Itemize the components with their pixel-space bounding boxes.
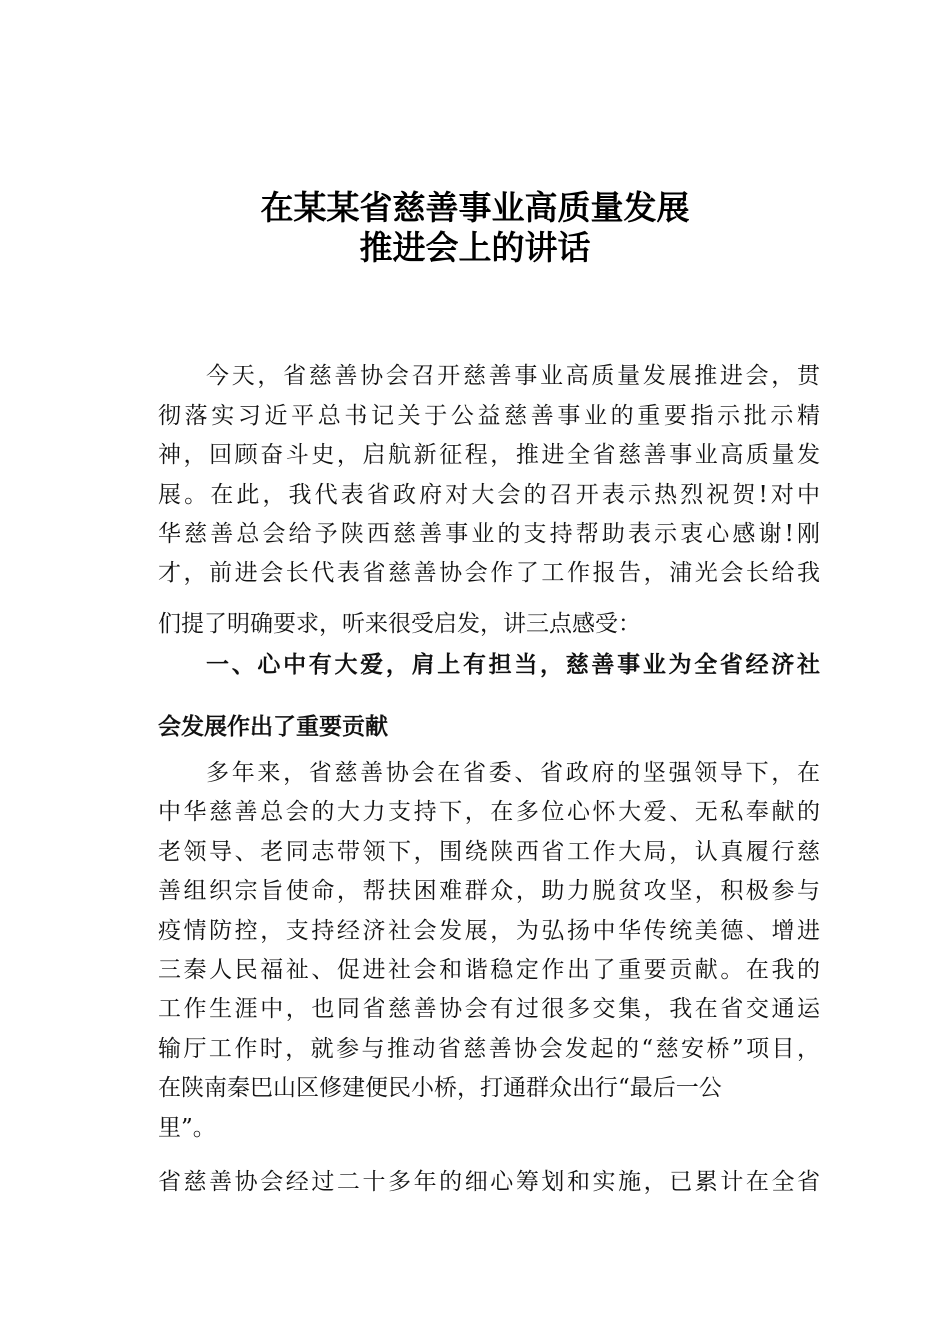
- body-line: 省慈善协会经过二十多年的细心筹划和实施，已累计在全省: [158, 1169, 820, 1195]
- body-line: 彻落实习近平总书记关于公益慈善事业的重要指示批示精: [158, 403, 820, 429]
- body-line: 三秦人民福祉、促进社会和谐稳定作出了重要贡献。在我的: [158, 957, 820, 983]
- document-title-line-1: 在某某省慈善事业高质量发展: [260, 188, 690, 227]
- body-line: 展。在此，我代表省政府对大会的召开表示热烈祝贺!对中: [158, 482, 820, 508]
- body-line: 在陕南秦巴山区修建便民小桥，打通群众出行“最后一公: [158, 1075, 722, 1101]
- body-line: 里”。: [158, 1115, 216, 1141]
- body-line: 华慈善总会给予陕西慈善事业的支持帮助表示衷心感谢!刚: [158, 521, 820, 547]
- body-line: 中华慈善总会的大力支持下，在多位心怀大爱、无私奉献的: [158, 799, 820, 825]
- body-line: 善组织宗旨使命，帮扶困难群众，助力脱贫攻坚，积极参与: [158, 878, 820, 904]
- body-line: 输厅工作时，就参与推动省慈善协会发起的“慈安桥”项目，: [158, 1036, 820, 1062]
- section-heading-line-1: 一、心中有大爱，肩上有担当，慈善事业为全省经济社: [206, 652, 820, 678]
- body-line: 工作生涯中，也同省慈善协会有过很多交集，我在省交通运: [158, 996, 820, 1022]
- document-title-line-2: 推进会上的讲话: [359, 228, 591, 267]
- body-line: 多年来，省慈善协会在省委、省政府的坚强领导下，在: [206, 760, 820, 786]
- body-line: 才，前进会长代表省慈善协会作了工作报告，浦光会长给我: [158, 560, 820, 586]
- body-line: 神，回顾奋斗史，启航新征程，推进全省慈善事业高质量发: [158, 442, 820, 468]
- body-line: 老领导、老同志带领下，围绕陕西省工作大局，认真履行慈: [158, 839, 820, 865]
- body-line: 疫情防控，支持经济社会发展，为弘扬中华传统美德、增进: [158, 918, 820, 944]
- section-heading-line-2: 会发展作出了重要贡献: [158, 714, 388, 740]
- body-line: 今天，省慈善协会召开慈善事业高质量发展推进会，贯: [206, 363, 820, 389]
- body-line: 们提了明确要求，听来很受启发，讲三点感受：: [158, 611, 641, 637]
